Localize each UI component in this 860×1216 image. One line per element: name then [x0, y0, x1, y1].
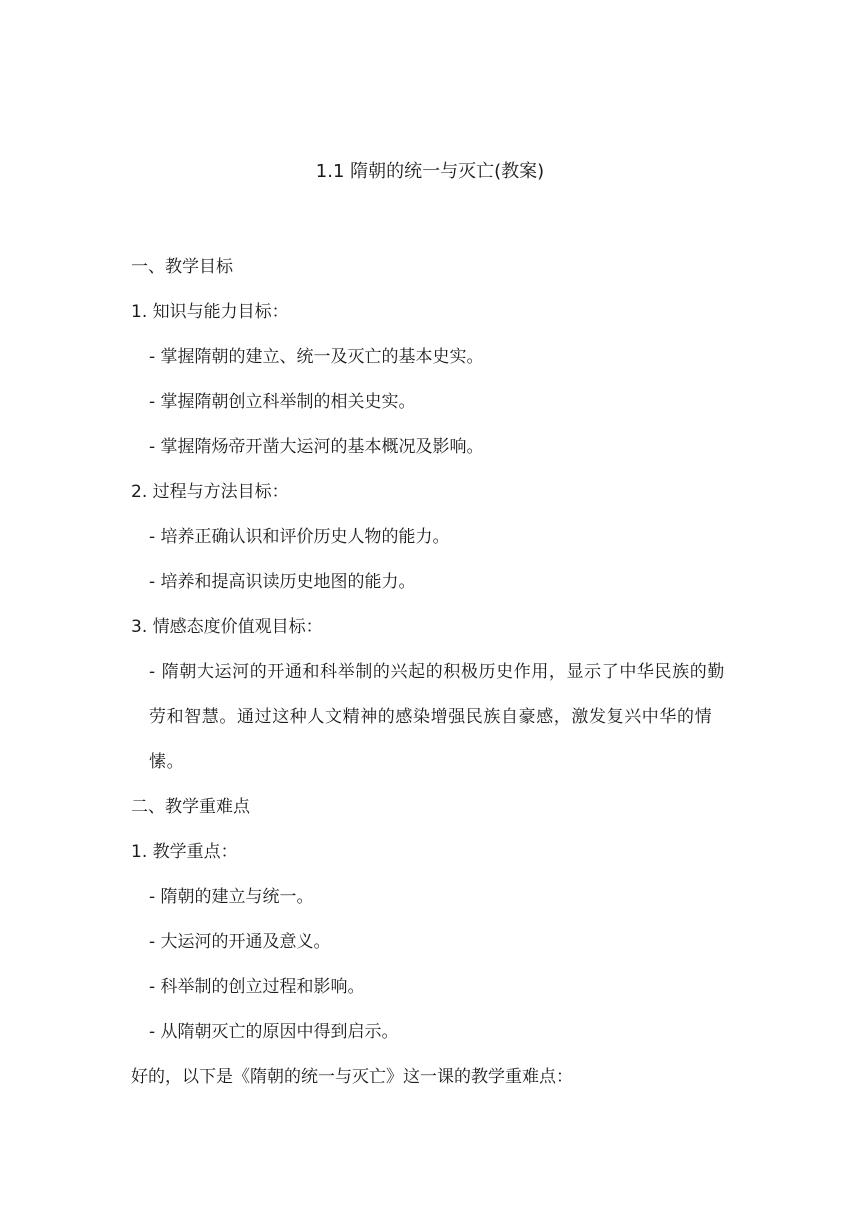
- closing-sentence: 好的，以下是《隋朝的统一与灭亡》这一课的教学重难点：: [131, 1067, 573, 1087]
- list-item: - 隋朝的建立与统一。: [149, 887, 314, 907]
- section-heading-objectives: 一、教学目标: [131, 257, 233, 277]
- subheading-knowledge-ability: 1. 知识与能力目标：: [131, 302, 289, 322]
- list-item: - 培养和提高识读历史地图的能力。: [149, 572, 416, 592]
- subheading-emotion-values: 3. 情感态度价值观目标：: [131, 617, 323, 637]
- list-item: - 从隋朝灭亡的原因中得到启示。: [149, 1022, 399, 1042]
- paragraph-emotion-values: - 隋朝大运河的开通和科举制的兴起的积极历史作用，显示了中华民族的勤劳和智慧。通过这种人文精神的感染增强民族自豪感，激发复兴中华的情愫。: [149, 662, 725, 772]
- list-item: - 培养正确认识和评价历史人物的能力。: [149, 527, 450, 547]
- document-body: [131, 245, 731, 1100]
- list-item: - 掌握隋炀帝开凿大运河的基本概况及影响。: [149, 437, 484, 457]
- list-item: - 掌握隋朝创立科举制的相关史实。: [149, 392, 416, 412]
- section-heading-key-points: 二、教学重难点: [131, 797, 250, 817]
- list-item: - 大运河的开通及意义。: [149, 932, 331, 952]
- subheading-process-method: 2. 过程与方法目标：: [131, 482, 289, 502]
- list-item: - 科举制的创立过程和影响。: [149, 977, 365, 997]
- list-item: - 掌握隋朝的建立、统一及灭亡的基本史实。: [149, 347, 484, 367]
- document-title: 1.1 隋朝的统一与灭亡(教案): [315, 161, 545, 182]
- subheading-teaching-focus: 1. 教学重点：: [131, 842, 238, 862]
